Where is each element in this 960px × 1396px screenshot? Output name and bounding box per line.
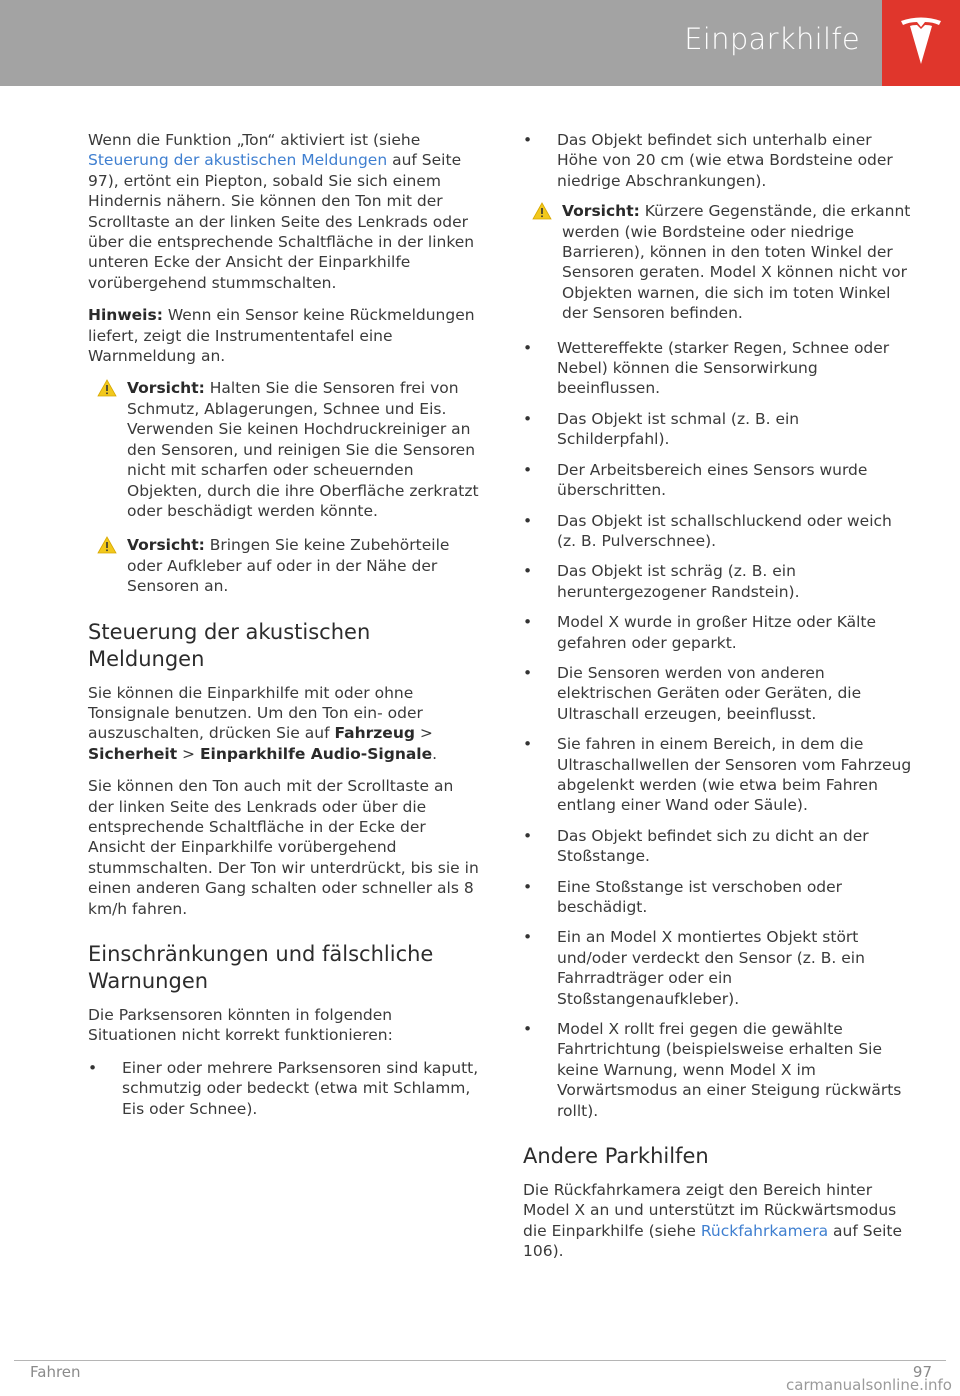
note-label: Hinweis:: [88, 306, 163, 325]
list-item: • Der Arbeitsbereich eines Sensors wurde überschritten.: [523, 460, 915, 501]
list-item: • Wettereffekte (starker Regen, Schnee oder Nebel) können die Sensorwirkung beeinflussen.: [523, 338, 915, 399]
heading-steuerung: Steuerung der akustischen Meldungen: [88, 619, 371, 671]
paragraph-kamera: Die Rückfahrkamera zeigt den Bereich hinter Model X an und unterstützt im Rückwärtsmodus die Einparkhilfe (siehe Rückfahrkamera auf Seite 106).: [523, 1181, 903, 1261]
list-item: • Das Objekt befindet sich unterhalb einer Höhe von 20 cm (wie etwa Bordsteine oder niedrige Abschrankungen).: [523, 130, 915, 191]
warning-icon: [532, 202, 552, 220]
list-item: • Model X wurde in großer Hitze oder Kälte gefahren oder geparkt.: [523, 612, 915, 653]
paragraph-situations: Die Parksensoren könnten in folgenden Situationen nicht korrekt funktionieren:: [88, 1006, 393, 1045]
link-steuerung[interactable]: Steuerung der akustischen Meldungen: [88, 151, 388, 170]
list-item: • Das Objekt befindet sich zu dicht an der Stoßstange.: [523, 826, 915, 867]
limitations-list-left: [88, 1058, 480, 1119]
paragraph-mute: Sie können den Ton auch mit der Scrolltaste an der linken Seite des Lenkrads oder über die entsprechende Schaltfläche in der Ecke der Ansicht der Einparkhilfe vorübergehend stummschalten. Der Ton wir unterdrückt, bis sie in einen anderen Gang schalten oder schneller als 8 km/h fahren.: [88, 777, 479, 918]
caution-block: Vorsicht: Kürzere Gegenstände, die erkannt werden (wie Bordsteine oder niedrige Barrieren), können in den toten Winkel der Sensoren geraten. Model X können nicht vor Objekten warnen, die sich im toten Winkel der Sensoren befinden.: [523, 201, 915, 323]
list-item: • Einer oder mehrere Parksensoren sind kaputt, schmutzig oder bedeckt (etwa mit Schlamm, Eis oder Schnee).: [88, 1058, 480, 1119]
tesla-logo: [882, 0, 960, 86]
section-title: Einparkhilfe: [684, 22, 860, 56]
watermark: carmanualsonline.info: [786, 1376, 952, 1394]
list-item: • Model X rollt frei gegen die gewählte Fahrtrichtung (beispielsweise erhalten Sie keine Warnung, wenn Model X im Vorwärtsmodus an einer Steigung rückwärts rollt).: [523, 1019, 915, 1121]
footer-divider: [14, 1360, 946, 1361]
list-item: • Ein an Model X montiertes Objekt stört und/oder verdeckt den Sensor (z. B. ein Fahrradträger oder ein Stoßstangenaufkleber).: [523, 927, 915, 1009]
warning-icon: [97, 536, 117, 554]
list-item: • Die Sensoren werden von anderen elektrischen Geräten oder Geräten, die Ultraschall erzeugen, beeinflusst.: [523, 663, 915, 724]
intro-paragraph: Wenn die Funktion „Ton“ aktiviert ist (siehe Steuerung der akustischen Meldungen auf Seite 97), ertönt ein Piepton, sobald Sie sich einem Hindernis nähern. Sie können den Ton mit der Scrolltaste an der linken Seite des Lenkrads oder über die entsprechende Schaltfläche in der linken unteren Ecke der Ansicht der Einparkhilfe vorübergehend stummschalten.: [88, 131, 475, 292]
caution-block: Vorsicht: Bringen Sie keine Zubehörteile oder Aufkleber auf oder in der Nähe der Sensoren an.: [88, 535, 480, 596]
left-column: [88, 130, 480, 1129]
footer-section: Fahren: [30, 1363, 81, 1381]
limitations-list-right: [523, 130, 915, 191]
list-item: • Sie fahren in einem Bereich, in dem die Ultraschallwellen der Sensoren vom Fahrzeug abgelenkt werden (wie etwa beim Fahren entlang einer Wand oder Säule).: [523, 734, 915, 816]
page-number: 97: [912, 1363, 932, 1381]
right-column: [523, 130, 915, 1274]
note-paragraph: Hinweis: Wenn ein Sensor keine Rückmeldungen liefert, zeigt die Instrumententafel eine Warnmeldung an.: [88, 306, 475, 366]
tesla-logo-icon: [899, 16, 943, 68]
heading-andere-parkhilfen: Andere Parkhilfen: [523, 1144, 709, 1169]
list-item: • Das Objekt ist schmal (z. B. ein Schilderpfahl).: [523, 409, 915, 450]
warning-icon: [97, 379, 117, 397]
list-item: • Das Objekt ist schallschluckend oder weich (z. B. Pulverschnee).: [523, 511, 915, 552]
caution-block: Vorsicht: Halten Sie die Sensoren frei von Schmutz, Ablagerungen, Schnee und Eis. Verwenden Sie keinen Hochdruckreiniger an den Sensoren, und reinigen Sie die Sensoren nicht mit scharfen oder scheuernden Objekten, durch die ihre Oberfläche zerkratzt oder beschädigt werden könnte.: [88, 378, 480, 521]
list-item: • Eine Stoßstange ist verschoben oder beschädigt.: [523, 877, 915, 918]
link-rueckfahrkamera[interactable]: Rückfahrkamera: [700, 1221, 829, 1240]
heading-einschraenkungen: Einschränkungen und fälschliche Warnungen: [88, 942, 434, 993]
paragraph-audio: Sie können die Einparkhilfe mit oder ohne Tonsignale benutzen. Um den Ton ein- oder auszuschalten, drücken Sie auf Fahrzeug > Sicherheit > Einparkhilfe Audio-Signale.: [88, 683, 438, 763]
limitations-list-right-cont: [523, 338, 915, 1121]
page-header: [0, 0, 960, 86]
list-item: • Das Objekt ist schräg (z. B. ein heruntergezogener Randstein).: [523, 561, 915, 602]
